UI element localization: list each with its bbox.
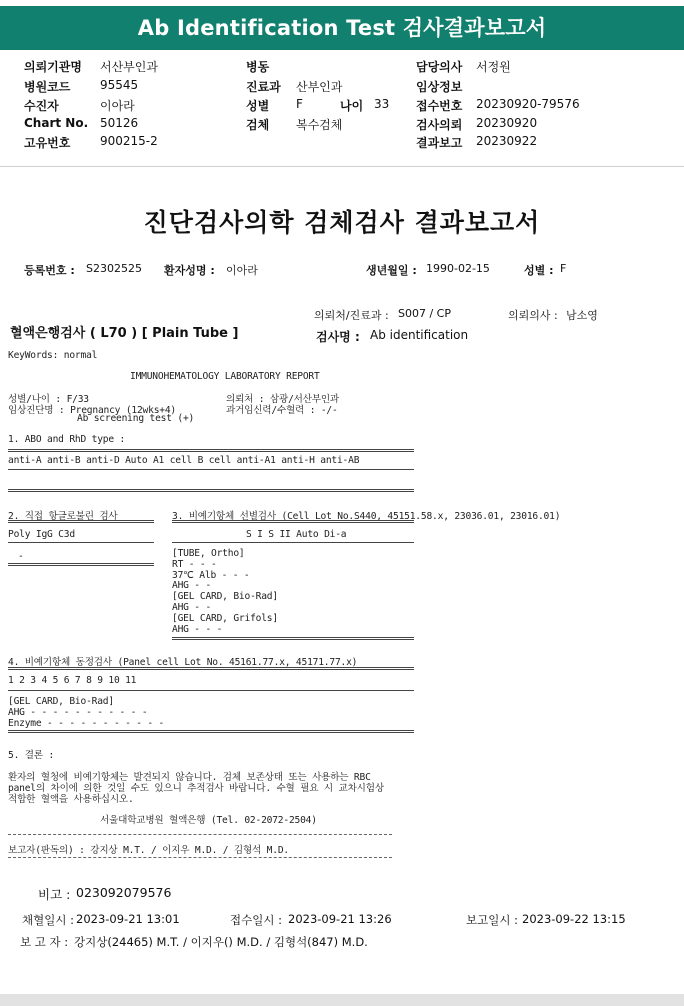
separator bbox=[8, 563, 154, 566]
separator bbox=[172, 637, 414, 640]
value-report-date: 20230922 bbox=[476, 134, 538, 148]
report-title: 진단검사의학 검체검사 결과보고서 bbox=[143, 208, 541, 237]
value-age: 33 bbox=[374, 97, 390, 111]
section-3-columns: S I S II Auto Di-a bbox=[246, 529, 347, 540]
value-specimen: 복수검체 bbox=[296, 118, 343, 132]
separator bbox=[8, 449, 414, 452]
conclusion-line: 환자의 혈청에 비예기항체는 발견되지 않습니다. 검체 보존상태 또는 사용하는 RBC bbox=[8, 772, 371, 783]
exam-title: 혈액은행검사 ( L70 ) [ Plain Tube ] bbox=[10, 326, 239, 341]
page-bottom-band bbox=[0, 994, 684, 1006]
receive-label: 접수일시 : bbox=[230, 913, 282, 927]
lab-report-title: IMMUNOHEMATOLOGY LABORATORY REPORT bbox=[130, 371, 320, 382]
label-sex: 성별 bbox=[246, 99, 270, 113]
separator bbox=[8, 690, 414, 691]
value-accession: 20230920-79576 bbox=[476, 97, 580, 111]
collect-time: 2023-09-21 13:01 bbox=[76, 912, 180, 926]
section-2-columns: Poly IgG C3d bbox=[8, 529, 75, 540]
value-institution: 서산부인과 bbox=[100, 60, 158, 74]
lab-reporter: 보고자(판독의) : 강지상 M.T. / 이지우 M.D. / 김형석 M.D. bbox=[8, 845, 289, 856]
keywords: KeyWords: normal bbox=[8, 350, 98, 361]
dob: 1990-02-15 bbox=[426, 262, 490, 275]
footer-reporter: 강지상(24465) M.T. / 이지우() M.D. / 김형석(847) M.D. bbox=[74, 935, 368, 949]
label-patient: 수진자 bbox=[24, 99, 59, 113]
label-unique-no: 고유번호 bbox=[24, 136, 71, 150]
diagnosis: 임상진단명 : Pregnancy (12wks+4) bbox=[8, 405, 177, 416]
separator bbox=[172, 520, 414, 523]
patient-info-panel bbox=[0, 50, 684, 166]
separator bbox=[8, 489, 414, 492]
section-3-row: AHG - - bbox=[172, 580, 212, 591]
section-4-row: AHG - - - - - - - - - - - bbox=[8, 707, 148, 718]
separator bbox=[8, 730, 414, 733]
collect-label: 채혈일시 : bbox=[22, 913, 74, 927]
label-hospital-code: 병원코드 bbox=[24, 80, 71, 94]
value-physician: 서정원 bbox=[476, 60, 511, 74]
section-4-row: [GEL CARD, Bio-Rad] bbox=[8, 696, 114, 707]
separator bbox=[8, 520, 154, 523]
reg-no: S2302525 bbox=[86, 262, 142, 275]
receive-time: 2023-09-21 13:26 bbox=[288, 912, 392, 926]
section-3-title: 3. 비예기항체 선별검사 (Cell Lot No.S440, 45151.58.x, 23036.01, 23016.01) bbox=[172, 511, 561, 522]
label-specimen: 검체 bbox=[246, 118, 270, 132]
section-4-title: 4. 비예기항체 동정검사 (Panel cell Lot No. 45161.77.x, 45171.77.x) bbox=[8, 657, 358, 668]
label-ward: 병동 bbox=[246, 60, 270, 74]
test-name-label: 검사명 : bbox=[316, 330, 360, 344]
report-time-label: 보고일시 : bbox=[466, 913, 518, 927]
separator bbox=[172, 542, 414, 543]
sex-label: 성별 : bbox=[524, 264, 554, 277]
referral: 의뢰처 : 삼광/서산부인과 bbox=[226, 394, 339, 405]
doctor: 남소영 bbox=[566, 309, 598, 322]
section-4-row: Enzyme - - - - - - - - - - - bbox=[8, 718, 165, 729]
section-3-row: AHG - - - bbox=[172, 624, 223, 635]
test-name: Ab identification bbox=[370, 328, 469, 342]
section-3-row: [GEL CARD, Grifols] bbox=[172, 613, 278, 624]
separator bbox=[8, 857, 392, 858]
value-hospital-code: 95545 bbox=[100, 78, 139, 92]
dept-label: 의뢰처/진료과 : bbox=[314, 309, 389, 322]
conclusion-line: 적합한 혈액을 사용하십시오. bbox=[8, 794, 134, 805]
report-time: 2023-09-22 13:15 bbox=[522, 912, 626, 926]
label-institution: 의뢰기관명 bbox=[24, 60, 82, 74]
sex-age: 성별/나이 : F/33 bbox=[8, 394, 89, 405]
doctor-label: 의뢰의사 : bbox=[508, 309, 558, 322]
label-clinical-info: 임상정보 bbox=[416, 80, 463, 94]
label-age: 나이 bbox=[340, 99, 364, 113]
section-3-row: [TUBE, Ortho] bbox=[172, 548, 245, 559]
separator bbox=[8, 667, 414, 670]
section-1-columns: anti-A anti-B anti-D Auto A1 cell B cell anti-A1 anti-H anti-AB bbox=[8, 455, 360, 466]
separator bbox=[8, 469, 414, 470]
banner-title: Ab Identification Test 검사결과보고서 bbox=[137, 16, 547, 40]
dept: S007 / CP bbox=[398, 307, 451, 320]
label-accession: 접수번호 bbox=[416, 99, 463, 113]
section-3-row: AHG - - bbox=[172, 602, 212, 613]
reg-no-label: 등록번호 : bbox=[24, 264, 75, 277]
remark: 023092079576 bbox=[76, 885, 172, 900]
section-2-value: - bbox=[18, 551, 24, 562]
section-4-columns: 1 2 3 4 5 6 7 8 9 10 11 bbox=[8, 675, 137, 686]
hospital-contact: 서울대학교병원 혈액은행 (Tel. 02-2072-2504) bbox=[100, 815, 317, 826]
footer-reporter-label: 보 고 자 : bbox=[20, 935, 69, 949]
separator bbox=[8, 542, 154, 543]
label-report-date: 결과보고 bbox=[416, 136, 463, 150]
section-3-row: RT - - - bbox=[172, 559, 217, 570]
scanned-report-page bbox=[0, 166, 684, 994]
value-patient: 이아라 bbox=[100, 99, 135, 113]
label-physician: 담당의사 bbox=[416, 60, 463, 74]
value-unique-no: 900215-2 bbox=[100, 134, 158, 148]
value-department: 산부인과 bbox=[296, 80, 343, 94]
label-chart-no: Chart No. bbox=[24, 116, 89, 130]
section-5-title: 5. 결론 : bbox=[8, 750, 55, 761]
dob-label: 생년월일 : bbox=[366, 264, 417, 277]
section-3-row: 37℃ Alb - - - bbox=[172, 570, 250, 581]
section-2-title: 2. 직접 항글로불린 검사 bbox=[8, 511, 118, 522]
label-request-date: 검사의뢰 bbox=[416, 118, 463, 132]
label-department: 진료과 bbox=[246, 80, 281, 94]
section-3-row: [GEL CARD, Bio-Rad] bbox=[172, 591, 278, 602]
conclusion-line: panel의 차이에 의한 것일 수도 있으니 추적검사 바랍니다. 수혈 필요 시 교차시험상 bbox=[8, 783, 384, 794]
report-banner bbox=[0, 0, 684, 50]
screen-result: Ab screening test (+) bbox=[77, 413, 195, 424]
separator bbox=[8, 834, 392, 835]
section-1-title: 1. ABO and RhD type : bbox=[8, 434, 126, 445]
patient-name-label: 환자성명 : bbox=[164, 264, 215, 277]
sex: F bbox=[560, 262, 567, 275]
history: 과거임신력/수혈력 : -/- bbox=[226, 405, 338, 416]
value-sex: F bbox=[296, 97, 303, 111]
value-chart-no: 50126 bbox=[100, 116, 139, 130]
patient-name: 이아라 bbox=[226, 264, 258, 277]
value-request-date: 20230920 bbox=[476, 116, 538, 130]
remark-label: 비고 : bbox=[38, 887, 71, 902]
